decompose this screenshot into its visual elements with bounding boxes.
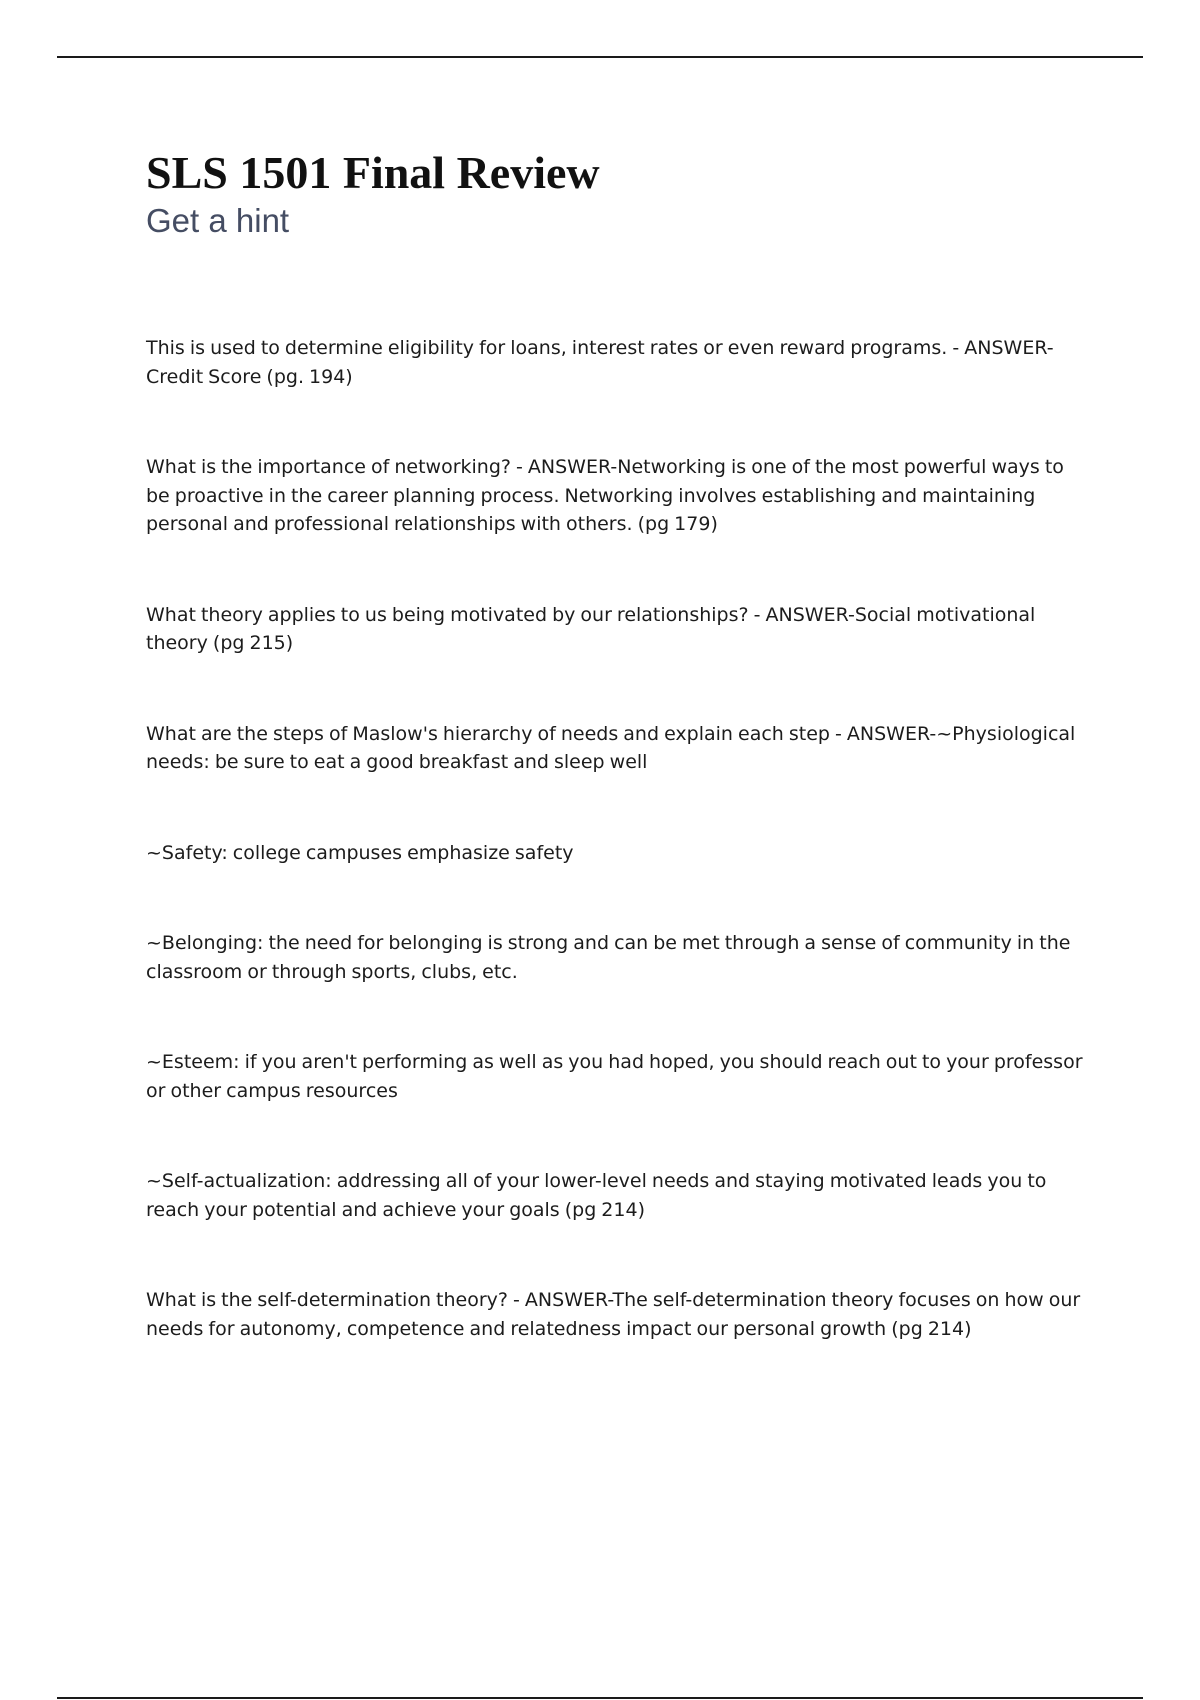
- get-a-hint-link[interactable]: Get a hint: [146, 202, 290, 239]
- document-title: SLS 1501 Final Review: [146, 147, 600, 198]
- flashcard-entry: What are the steps of Maslow's hierarchy of needs and explain each step - ANSWER-~Physiological needs: be sure to eat a good breakfast and sleep well: [146, 722, 1076, 773]
- header-divider: [57, 56, 1143, 58]
- footer-divider: [57, 1697, 1143, 1699]
- flashcard-list: [146, 334, 1086, 1405]
- flashcard-entry: What is the self-determination theory? - ANSWER-The self-determination theory focuses on how our needs for autonomy, competence and relatedness impact our personal growth (pg 214): [146, 1289, 1081, 1340]
- flashcard-entry: What is the importance of networking? - ANSWER-Networking is one of the most powerful ways to be proactive in the career planning process. Networking involves establishing and maintaining personal and professional relationships with others. (pg 179): [146, 456, 1064, 535]
- flashcard-entry: This is used to determine eligibility for loans, interest rates or even reward programs. - ANSWER-Credit Score (pg. 194): [146, 337, 1054, 388]
- flashcard-entry: ~Safety: college campuses emphasize safety: [146, 841, 574, 864]
- flashcard-entry: What theory applies to us being motivated by our relationships? - ANSWER-Social motivational theory (pg 215): [146, 603, 1036, 654]
- flashcard-entry: ~Self-actualization: addressing all of your lower-level needs and staying motivated leads you to reach your potential and achieve your goals (pg 214): [146, 1170, 1047, 1221]
- flashcard-entry: ~Esteem: if you aren't performing as well as you had hoped, you should reach out to your professor or other campus resources: [146, 1051, 1083, 1102]
- flashcard-entry: ~Belonging: the need for belonging is strong and can be met through a sense of community in the classroom or through sports, clubs, etc.: [146, 932, 1071, 983]
